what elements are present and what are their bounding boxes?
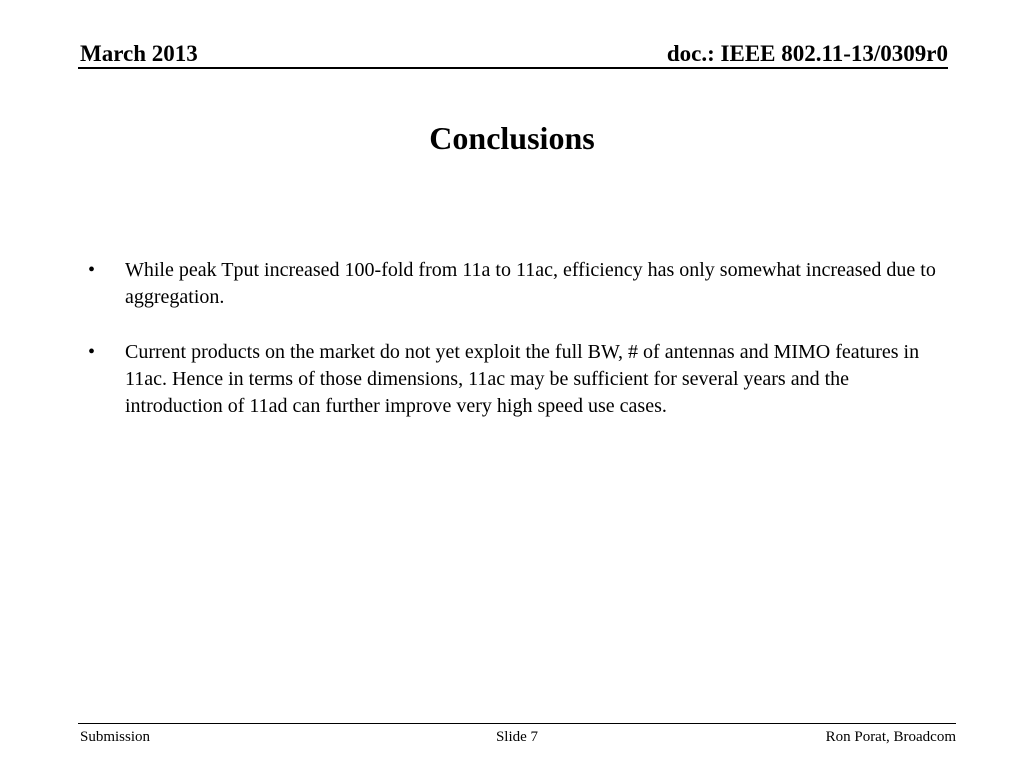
header-doc-id: doc.: IEEE 802.11-13/0309r0 [666,41,948,66]
bullet-item [88,339,948,420]
bullet-text: While peak Tput increased 100-fold from 11a to 11ac, efficiency has only somewhat increased due to aggregation. [125,259,936,308]
footer-slide-number: Slide 7 [495,729,539,745]
header-divider [78,67,948,69]
footer-submission: Submission [80,729,151,745]
bullet-list [88,257,948,448]
bullet-item [88,257,948,311]
bullet-text: Current products on the market do not yet exploit the full BW, # of antennas and MIMO features in 11ac. Hence in terms of those dimensions, 11ac may be sufficient for several years and the introduction of 11ad can further improve very high speed use cases. [125,341,920,417]
footer-divider [78,723,956,724]
bullet-marker: • [88,259,96,281]
header-date: March 2013 [80,41,198,66]
footer-author: Ron Porat, Broadcom [825,729,956,745]
bullet-marker: • [88,341,96,363]
slide-title: Conclusions [429,120,595,156]
